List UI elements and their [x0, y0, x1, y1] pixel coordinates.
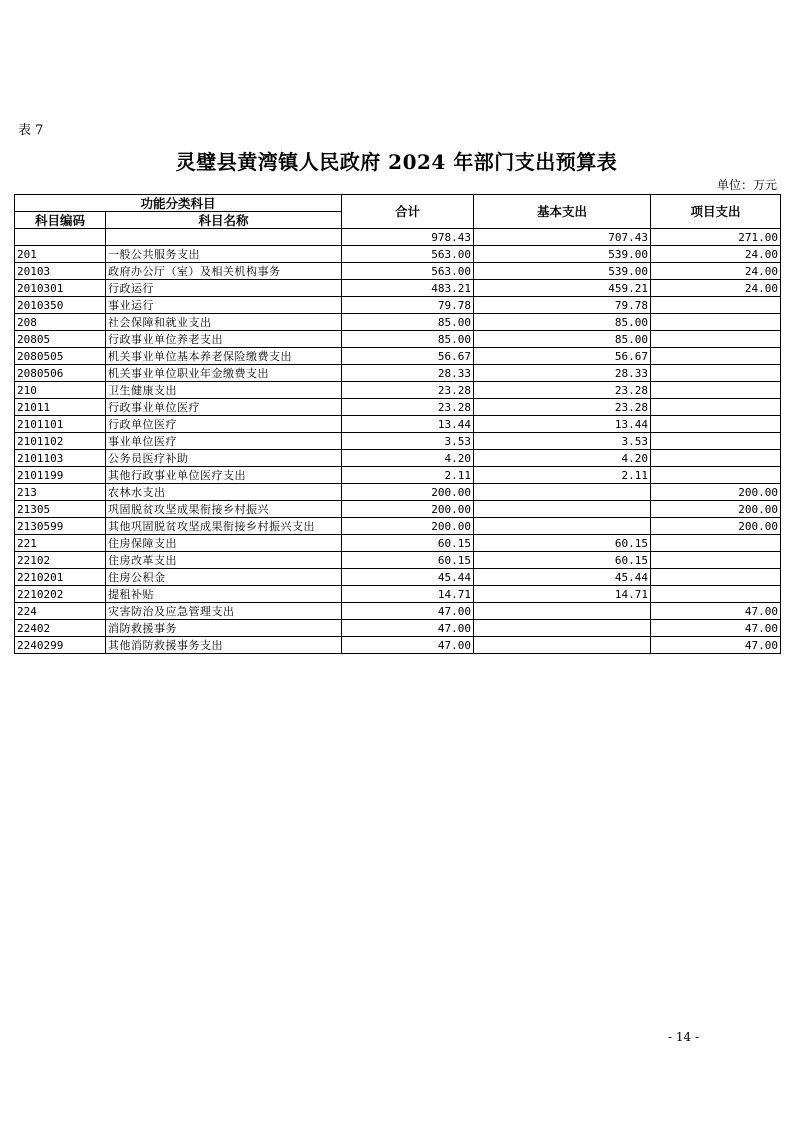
cell-basic	[474, 501, 651, 518]
cell-name: 其他消防救援事务支出	[106, 637, 342, 654]
cell-code: 2210202	[15, 586, 106, 603]
table-row	[15, 348, 781, 365]
cell-name: 机关事业单位职业年金缴费支出	[106, 365, 342, 382]
cell-total: 200.00	[342, 501, 474, 518]
cell-total: 85.00	[342, 314, 474, 331]
cell-name: 行政事业单位养老支出	[106, 331, 342, 348]
cell-total: 563.00	[342, 263, 474, 280]
cell-project	[651, 348, 781, 365]
table-row	[15, 535, 781, 552]
cell-total: 45.44	[342, 569, 474, 586]
table-row	[15, 484, 781, 501]
cell-code: 20805	[15, 331, 106, 348]
cell-total: 3.53	[342, 433, 474, 450]
table-row	[15, 297, 781, 314]
cell-basic: 14.71	[474, 586, 651, 603]
table-row	[15, 637, 781, 654]
cell-name: 一般公共服务支出	[106, 246, 342, 263]
budget-table	[14, 194, 781, 654]
cell-project	[651, 569, 781, 586]
cell-code: 201	[15, 246, 106, 263]
cell-basic	[474, 620, 651, 637]
header-basic-expenditure: 基本支出	[474, 195, 651, 229]
cell-project: 47.00	[651, 603, 781, 620]
table-row	[15, 416, 781, 433]
cell-basic: 45.44	[474, 569, 651, 586]
cell-basic: 60.15	[474, 552, 651, 569]
cell-project	[651, 365, 781, 382]
cell-code: 224	[15, 603, 106, 620]
cell-name: 行政事业单位医疗	[106, 399, 342, 416]
cell-name: 其他行政事业单位医疗支出	[106, 467, 342, 484]
cell-code: 2010301	[15, 280, 106, 297]
cell-code: 22402	[15, 620, 106, 637]
cell-project: 24.00	[651, 280, 781, 297]
cell-basic: 79.78	[474, 297, 651, 314]
cell-name: 其他巩固脱贫攻坚成果衔接乡村振兴支出	[106, 518, 342, 535]
table-row	[15, 382, 781, 399]
cell-total: 563.00	[342, 246, 474, 263]
cell-total: 47.00	[342, 603, 474, 620]
cell-total: 47.00	[342, 620, 474, 637]
cell-name: 行政运行	[106, 280, 342, 297]
table-row	[15, 552, 781, 569]
table-row	[15, 450, 781, 467]
cell-project	[651, 314, 781, 331]
cell-code: 22102	[15, 552, 106, 569]
table-row	[15, 280, 781, 297]
cell-basic: 3.53	[474, 433, 651, 450]
table-row	[15, 433, 781, 450]
cell-total: 85.00	[342, 331, 474, 348]
cell-total: 23.28	[342, 399, 474, 416]
cell-total: 28.33	[342, 365, 474, 382]
cell-code: 2130599	[15, 518, 106, 535]
table-row	[15, 467, 781, 484]
cell-total: 4.20	[342, 450, 474, 467]
cell-name: 提租补贴	[106, 586, 342, 603]
cell-project: 24.00	[651, 246, 781, 263]
cell-code	[15, 229, 106, 246]
table-row	[15, 569, 781, 586]
page-number-text: - 14 -	[667, 1030, 699, 1044]
cell-total: 978.43	[342, 229, 474, 246]
cell-basic: 85.00	[474, 314, 651, 331]
cell-total: 60.15	[342, 552, 474, 569]
cell-basic: 60.15	[474, 535, 651, 552]
table-body	[15, 229, 781, 654]
table-row	[15, 263, 781, 280]
cell-project	[651, 433, 781, 450]
cell-total: 483.21	[342, 280, 474, 297]
cell-project	[651, 535, 781, 552]
cell-basic: 2.11	[474, 467, 651, 484]
cell-code: 2080505	[15, 348, 106, 365]
header-total: 合计	[342, 195, 474, 229]
cell-project	[651, 399, 781, 416]
cell-name: 事业单位医疗	[106, 433, 342, 450]
cell-project: 200.00	[651, 501, 781, 518]
unit-label: 单位：万元	[716, 178, 777, 192]
cell-project: 47.00	[651, 637, 781, 654]
cell-code: 2010350	[15, 297, 106, 314]
table-row	[15, 314, 781, 331]
cell-name: 消防救援事务	[106, 620, 342, 637]
cell-project	[651, 586, 781, 603]
cell-total: 47.00	[342, 637, 474, 654]
cell-name: 行政单位医疗	[106, 416, 342, 433]
cell-name: 公务员医疗补助	[106, 450, 342, 467]
cell-basic	[474, 518, 651, 535]
cell-basic	[474, 637, 651, 654]
cell-name	[106, 229, 342, 246]
cell-project: 271.00	[651, 229, 781, 246]
cell-code: 2101103	[15, 450, 106, 467]
cell-code: 2210201	[15, 569, 106, 586]
cell-name: 政府办公厅（室）及相关机构事务	[106, 263, 342, 280]
cell-project	[651, 552, 781, 569]
cell-total: 200.00	[342, 518, 474, 535]
cell-project	[651, 297, 781, 314]
cell-code: 2101102	[15, 433, 106, 450]
cell-code: 221	[15, 535, 106, 552]
cell-name: 住房改革支出	[106, 552, 342, 569]
cell-total: 79.78	[342, 297, 474, 314]
table-row	[15, 399, 781, 416]
table-row	[15, 365, 781, 382]
cell-basic: 85.00	[474, 331, 651, 348]
cell-project	[651, 467, 781, 484]
table-row	[15, 586, 781, 603]
table-row	[15, 229, 781, 246]
cell-name: 社会保障和就业支出	[106, 314, 342, 331]
cell-code: 2101199	[15, 467, 106, 484]
cell-code: 20103	[15, 263, 106, 280]
cell-code: 21011	[15, 399, 106, 416]
page-number	[0, 1030, 793, 1044]
cell-name: 灾害防治及应急管理支出	[106, 603, 342, 620]
header-code: 科目编码	[15, 212, 106, 229]
cell-name: 住房公积金	[106, 569, 342, 586]
cell-total: 23.28	[342, 382, 474, 399]
cell-name: 农林水支出	[106, 484, 342, 501]
cell-basic: 459.21	[474, 280, 651, 297]
cell-project	[651, 416, 781, 433]
header-name: 科目名称	[106, 212, 342, 229]
cell-project: 47.00	[651, 620, 781, 637]
cell-project: 24.00	[651, 263, 781, 280]
cell-basic: 56.67	[474, 348, 651, 365]
cell-basic	[474, 484, 651, 501]
cell-basic: 539.00	[474, 263, 651, 280]
header-project-expenditure: 项目支出	[651, 195, 781, 229]
cell-basic: 4.20	[474, 450, 651, 467]
table-row	[15, 331, 781, 348]
table-row	[15, 603, 781, 620]
page-title: 灵璧县黄湾镇人民政府 2024 年部门支出预算表	[175, 150, 618, 174]
cell-name: 巩固脱贫攻坚成果衔接乡村振兴	[106, 501, 342, 518]
cell-total: 60.15	[342, 535, 474, 552]
cell-code: 21305	[15, 501, 106, 518]
table-row	[15, 501, 781, 518]
cell-name: 住房保障支出	[106, 535, 342, 552]
cell-basic: 539.00	[474, 246, 651, 263]
table-row	[15, 518, 781, 535]
table-label: 表 7	[18, 123, 44, 138]
cell-basic: 23.28	[474, 399, 651, 416]
cell-code: 2080506	[15, 365, 106, 382]
cell-project: 200.00	[651, 518, 781, 535]
cell-code: 213	[15, 484, 106, 501]
cell-total: 56.67	[342, 348, 474, 365]
cell-project	[651, 331, 781, 348]
cell-code: 2240299	[15, 637, 106, 654]
table-row	[15, 620, 781, 637]
cell-code: 208	[15, 314, 106, 331]
cell-name: 机关事业单位基本养老保险缴费支出	[106, 348, 342, 365]
cell-name: 事业运行	[106, 297, 342, 314]
cell-total: 13.44	[342, 416, 474, 433]
cell-basic	[474, 603, 651, 620]
header-function-category: 功能分类科目	[15, 195, 342, 212]
cell-project: 200.00	[651, 484, 781, 501]
cell-total: 200.00	[342, 484, 474, 501]
cell-basic: 707.43	[474, 229, 651, 246]
cell-total: 14.71	[342, 586, 474, 603]
cell-project	[651, 382, 781, 399]
cell-basic: 23.28	[474, 382, 651, 399]
cell-basic: 28.33	[474, 365, 651, 382]
cell-code: 210	[15, 382, 106, 399]
cell-project	[651, 450, 781, 467]
cell-name: 卫生健康支出	[106, 382, 342, 399]
table-row	[15, 246, 781, 263]
cell-total: 2.11	[342, 467, 474, 484]
cell-basic: 13.44	[474, 416, 651, 433]
cell-code: 2101101	[15, 416, 106, 433]
